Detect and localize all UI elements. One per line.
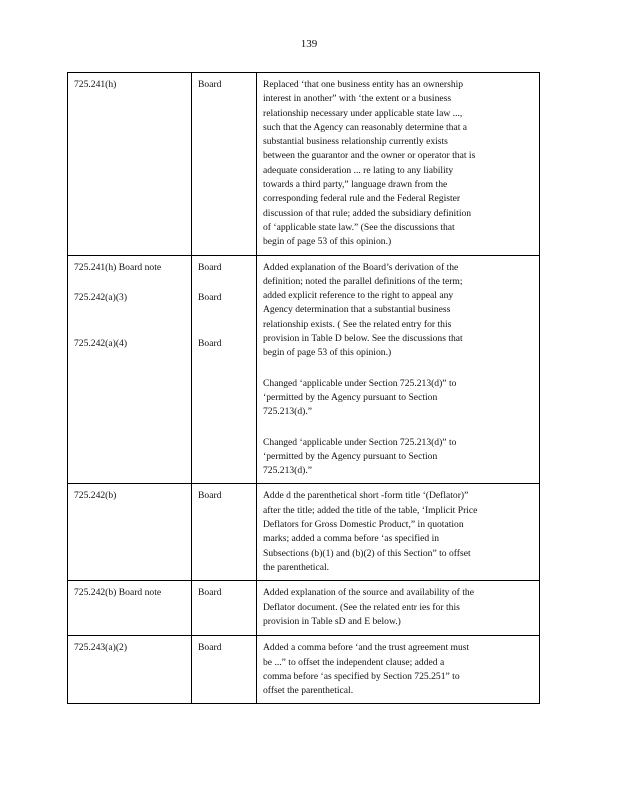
description-line: relationship necessary under applicable state law ..., xyxy=(263,107,463,119)
source-label: Board xyxy=(198,291,222,303)
section-cell: 725.241(h) xyxy=(68,73,192,256)
description-line: be ...” to offset the independent clause; added a xyxy=(263,656,445,668)
description-cell xyxy=(257,255,540,484)
source-cell: Board xyxy=(192,581,257,636)
section-cell xyxy=(68,255,192,484)
section-cell: 725.242(b) xyxy=(68,484,192,581)
description-line: towards a third party,” language drawn from the xyxy=(263,179,448,191)
source-label: Board xyxy=(198,338,222,350)
description-line: Added explanation of the source and availability of the xyxy=(263,587,474,599)
source-cell: Board xyxy=(192,484,257,581)
table-row xyxy=(68,73,540,256)
description-line: Added explanation of the Board’s derivation of the xyxy=(263,261,459,273)
description-line: corresponding federal rule and the Federal Register xyxy=(263,193,461,205)
table-row xyxy=(68,484,540,581)
description-line: Replaced ‘that one business entity has an ownership xyxy=(263,79,464,90)
section-cell: 725.243(a)(2) xyxy=(68,636,192,704)
description-line: Subsections (b)(1) and (b)(2) of this Section” to offset xyxy=(263,547,471,559)
description-line: of ‘applicable state law.” (See the discussions that xyxy=(263,221,455,233)
description-line: interest in another” with ‘the extent or a business xyxy=(263,93,452,105)
source-cell: Board xyxy=(192,73,257,256)
description-line: provision in Table sD and E below.) xyxy=(263,615,401,627)
description-line: offset the parenthetical. xyxy=(263,685,354,697)
description-line: Agency determination that a substantial business xyxy=(263,304,451,316)
section-cell: 725.242(b) Board note xyxy=(68,581,192,636)
description-line: comma before ‘as specified by Section 725.251” to xyxy=(263,670,460,682)
description-line: added explicit reference to the right to appeal any xyxy=(263,290,454,302)
description-line: Deflators for Gross Domestic Product,” in quotation xyxy=(263,519,464,531)
page-number: 139 xyxy=(300,38,318,50)
description-line: after the title; added the title of the table, ‘Implicit Price xyxy=(263,504,478,516)
description-line: ‘permitted by the Agency pursuant to Section xyxy=(263,450,438,462)
description-line: Deflator document. (See the related entr ies for this xyxy=(263,601,460,613)
source-cell xyxy=(192,255,257,484)
description-line: relationship exists. ( See the related entry for this xyxy=(263,318,452,330)
description-line: ‘permitted by the Agency pursuant to Section xyxy=(263,391,438,403)
description-line: marks; added a comma before ‘as specified in xyxy=(263,533,440,545)
description-line: Added a comma before ‘and the trust agreement must xyxy=(263,642,470,654)
description-line: 725.213(d).” xyxy=(263,465,313,477)
description-line: 725.213(d).” xyxy=(263,406,313,418)
section-label: 725.241(h) Board note xyxy=(74,261,162,273)
table-row xyxy=(68,581,540,636)
table-row xyxy=(68,636,540,704)
description-line: provision in Table D below. See the discussions that xyxy=(263,333,463,345)
description-line: Changed ‘applicable under Section 725.213(d)” to xyxy=(263,436,457,448)
source-cell: Board xyxy=(192,636,257,704)
description-line: between the guarantor and the owner or operator that is xyxy=(263,150,476,162)
table-row xyxy=(68,255,540,484)
description-line: adequate consideration ... re lating to any liability xyxy=(263,164,454,176)
description-line: Adde d the parenthetical short -form title ‘(Deflator)” xyxy=(263,490,469,502)
description-line: begin of page 53 of this opinion.) xyxy=(263,236,392,248)
description-line: Changed ‘applicable under Section 725.213(d)” to xyxy=(263,377,457,389)
description-line: the parenthetical. xyxy=(263,561,330,573)
description-line: such that the Agency can reasonably determine that a xyxy=(263,121,468,133)
description-cell xyxy=(257,484,540,581)
description-cell xyxy=(257,636,540,704)
description-line: begin of page 53 of this opinion.) xyxy=(263,347,392,359)
description-cell xyxy=(257,73,540,256)
section-label: 725.242(a)(4) xyxy=(74,338,128,350)
description-line: definition; noted the parallel definitions of the term; xyxy=(263,275,463,287)
source-label: Board xyxy=(198,261,222,273)
description-cell xyxy=(257,581,540,636)
section-label: 725.242(a)(3) xyxy=(74,291,128,303)
description-line: discussion of that rule; added the subsidiary definition xyxy=(263,207,472,219)
description-line: substantial business relationship currently exists xyxy=(263,136,448,148)
amendments-table xyxy=(67,72,540,704)
